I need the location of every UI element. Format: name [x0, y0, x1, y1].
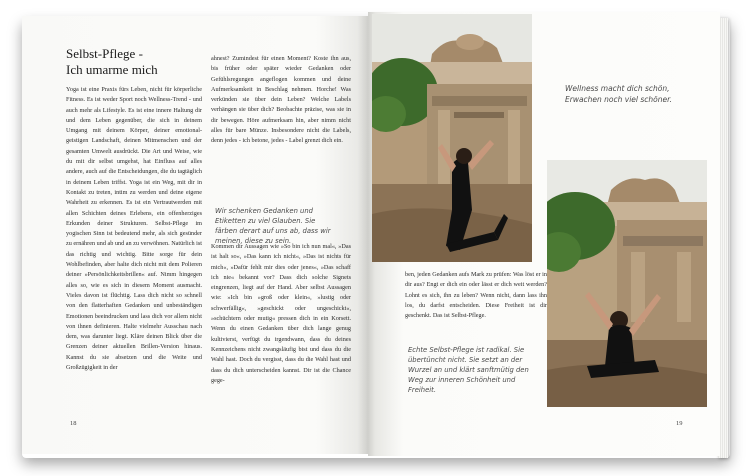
body-column-right: ben, jeden Gedanken aufs Mark zu prüfen: Was löst er in dir aus? Engt er dich ein oder lässt er dich weit werden? Lohnt es sich, ihn zu leben? Wenn nicht, dann lass ihn los, du darfst entscheiden. Diese Freiheit ist dir geschenkt. Das ist Selbst-Pflege.: [405, 271, 547, 320]
page-number-right: 19: [676, 420, 683, 427]
chapter-heading: Selbst-Pflege - Ich umarme mich: [66, 46, 158, 77]
body-column-2: ahnest? Zumindest für einen Moment? Koste ihn aus, bis früher oder später wieder Gedanken oder Gefühlsregungen angeflogen kommen und deine Aufmerksamkeit in Beschlag nehmen. Horche! Was verkünden sie über dein Leben? Welche Labels verhängen sie über dich? Beobachte präzise, was sie in dir bewegen. Höre aufmerksam hin, aber nimm nicht alles für bare Münze. Insbesondere nicht die Labels, denn jedes - ich betone, jedes - Label grenzt dich ein.: [211, 55, 351, 145]
body-column-3: Kommen dir Aussagen wie »So bin ich nun mal«, »Das ist halt so«, »Das kann ich nicht«, »Das ist nichts für mich«, »Dafür fehlt mir dies oder jenes«, »Das schaff ich nie« bekannt vor? Dass dich solche Signets eingrenzen, liegt auf der Hand. Aber selbst Aussagen wie: »Ich bin »groß oder klein«, »lustig oder schwerfällig«, »geschickt oder ungeschickt«, »schüchtern oder mutig« pressen dich in ein Korsett. Wenn du einen Gedanken über dich lange genug kultivierst, verfügt du irgendwann, dass du deines Kennzeichens nicht zwangsläufig bist und dass du die Wahl hast. Doch du vergisst, dass du die Wahl hast und dass du dich unterscheiden kannst. Dir ist die Chance gege-: [211, 243, 351, 384]
pull-quote-right-top: Wellness macht dich schön, Erwachen noch viel schöner.: [565, 84, 672, 104]
pull-quote-right-bottom: Echte Selbst-Pflege ist radikal. Sie übertüncht nicht. Sie setzt an der Wurzel an und klärt sanftmütig den Weg zur inneren Schönheit und Freiheit.: [408, 346, 529, 394]
yoga-photo-illustration: [372, 14, 532, 262]
body-column-1: Yoga ist eine Praxis fürs Leben, nicht für körperliche Fitness. Es ist weder Sport noch Wellness-Trend - und auch mehr als Lifestyle. Es ist eine innere Haltung dir und dem Leben gegenüber, die sich in deinem Umgang mit deinem Körper, deiner emotional-geistigen Landschaft, deinen Mitmenschen und der gesamten Umwelt ausdrückt. Die Art und Weise, wie du mit dir selbst umgehst, hat Einfluss auf alles andere, auch auf die Entscheidungen, die du tagtäglich in deinem Leben triffst. Yoga ist ein Weg, mit dir in Kontakt zu treten, intim zu werden und deine eigene Wahrheit zu erkennen. Es ist ein Vertrautwerden mit allen Schichten deines Erlebens, ein offenherziges Erkunden deiner Strukturen. Selbst-Pflege im yogischen Sinn ist bedeutend mehr, als sich gesünder zu ernähren und ab und an zu verwöhnen. Natürlich ist das richtig und wichtig. Bitte sorge für dein Wohlbefinden, aber halte dich nicht mit dem Polieren deiner »Persönlichkeitsbrillen« auf. Nimm hingegen alles so, wie es sich in diesem Moment ausmacht. Vieles davon ist flüchtig. Lass dich nicht so schnell von den flatterhaften Gedanken und unbeständigen Emotionen beeindrucken und lass dich vor allem nicht von ihnen definieren. Halte vielmehr Ausschau nach dem, was darunter liegt. Kläre deinen Blick über die Grenzen deiner aktuellen Brillen-Version hinaus. Kannst du sie absetzen und die Weite und Großzügigkeit in der: [66, 86, 202, 372]
pull-quote-left: Wir schenken Gedanken und Etiketten zu viel Glauben. Sie färben derart auf uns ab, dass wir meinen, diese zu sein.: [215, 207, 331, 245]
photo-yoga-arms-raised: [547, 160, 707, 407]
page-number-left: 18: [70, 420, 77, 427]
yoga-photo-illustration-2: [547, 160, 707, 407]
photo-yoga-seated-top: [372, 14, 532, 262]
